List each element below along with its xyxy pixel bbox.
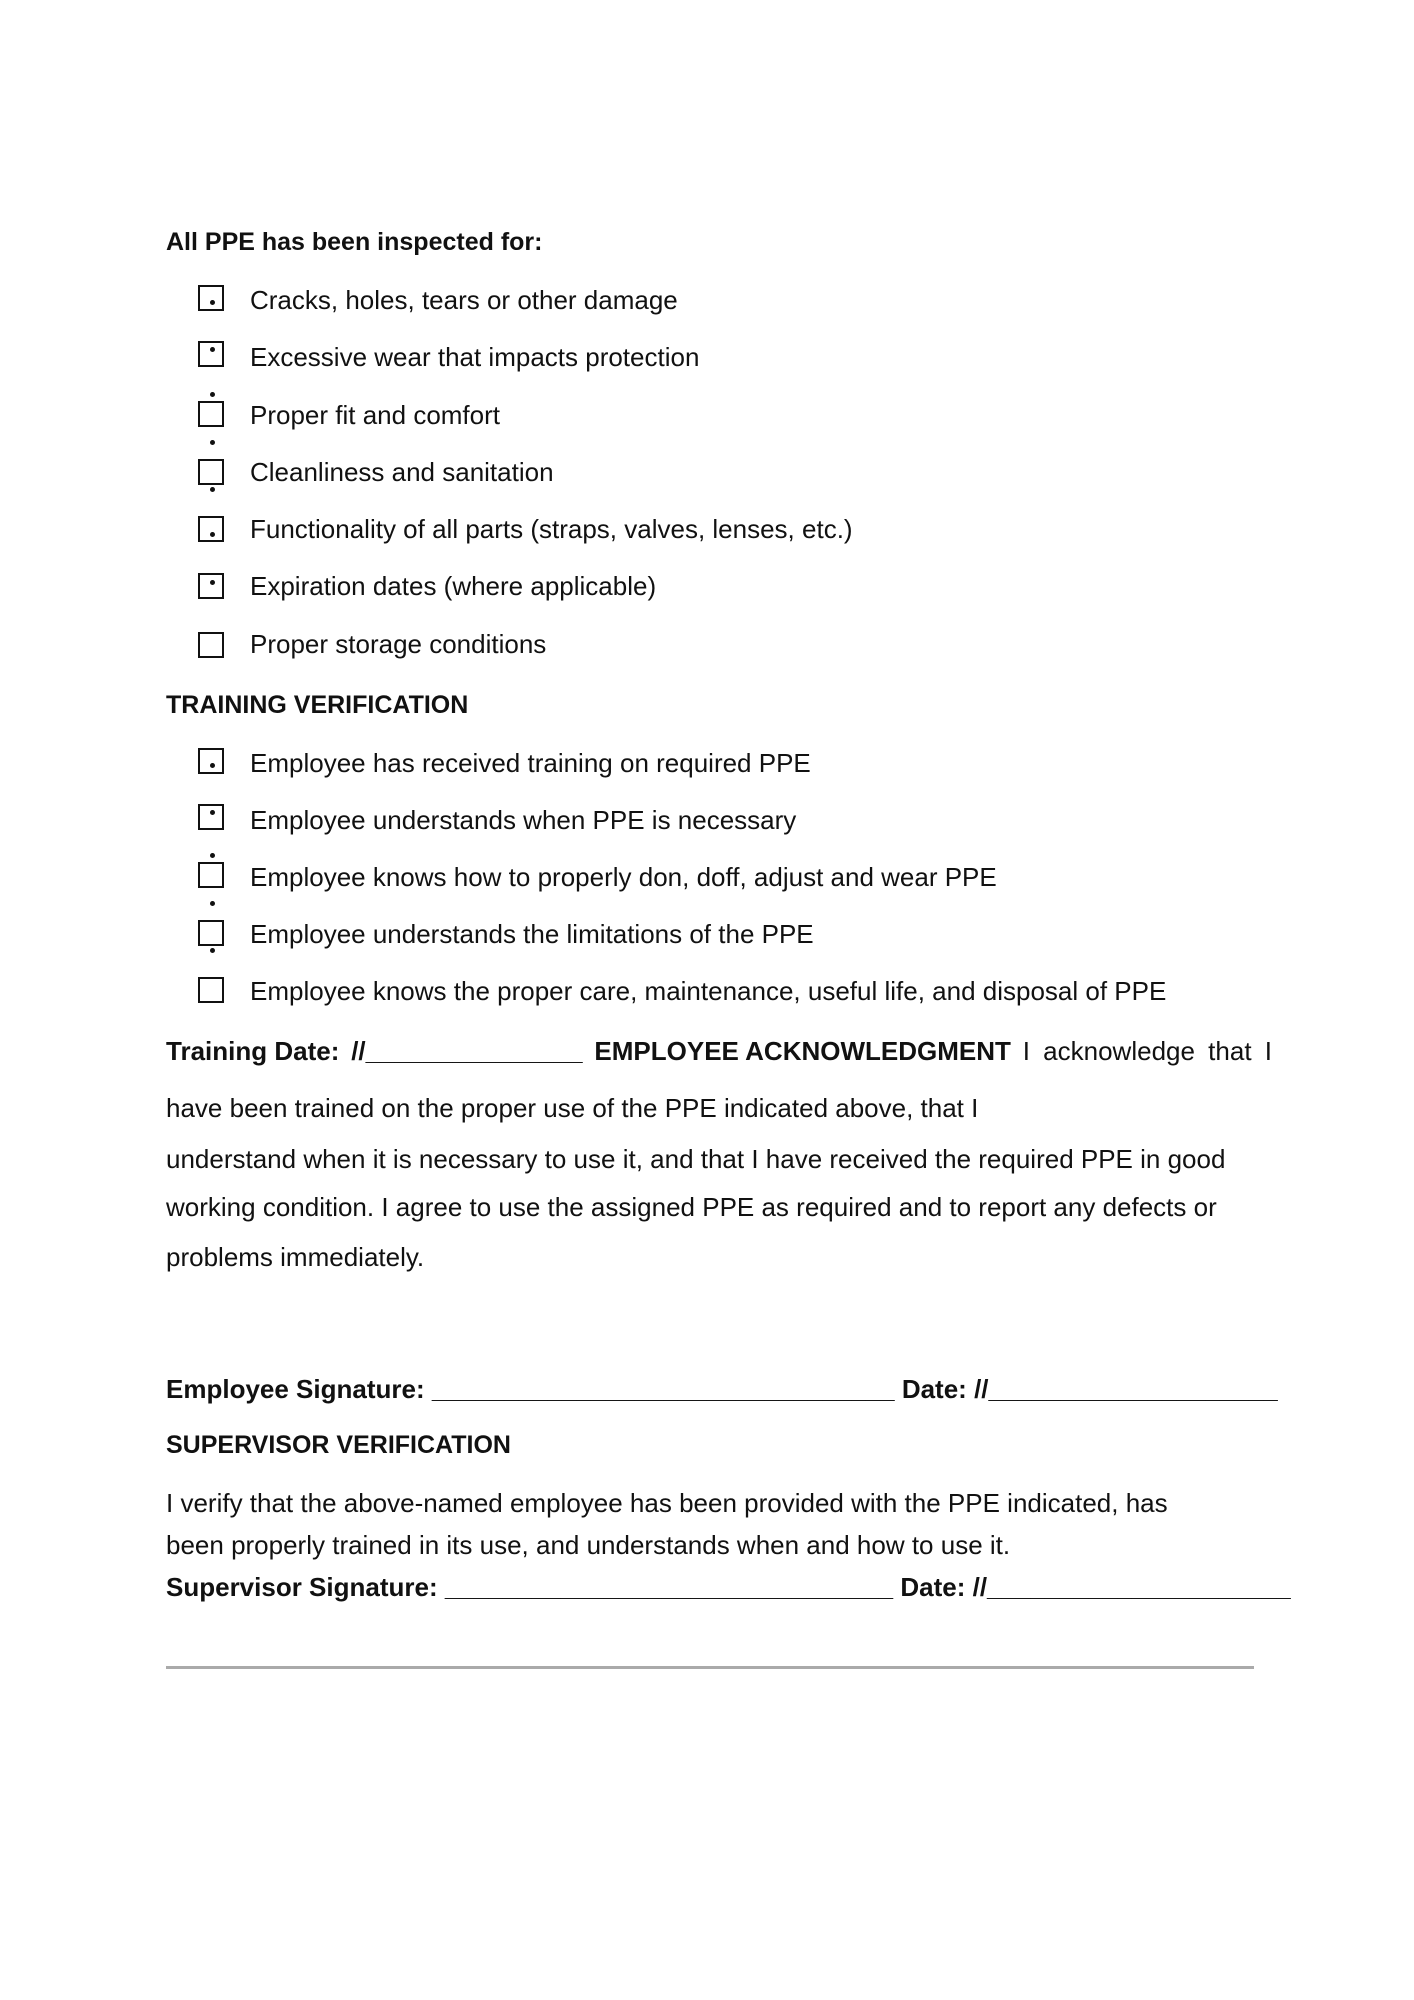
supervisor-line2: been properly trained in its use, and understands when and how to use it. [166,1530,1011,1560]
bullet-dot [210,440,215,445]
supervisor-signature-label: Supervisor Signature: [166,1572,438,1602]
bullet-dot [210,901,215,906]
checkbox-care[interactable] [198,977,224,1003]
employee-date-field[interactable]: //____________________ [974,1374,1278,1404]
inspection-item-functionality: Functionality of all parts (straps, valves, lenses, etc.) [250,514,853,544]
supervisor-line1: I verify that the above-named employee has been provided with the PPE indicated, has [166,1488,1168,1518]
training-item-received: Employee has received training on required PPE [250,748,811,778]
employee-signature-label: Employee Signature: [166,1374,425,1404]
bullet-dot [210,763,215,768]
checkbox-cleanliness[interactable] [198,459,224,485]
checkbox-fit[interactable] [198,401,224,427]
acknowledgment-line1-tail: I acknowledge that I [1022,1036,1272,1066]
checkbox-cracks[interactable] [198,285,224,311]
checkbox-functionality[interactable] [198,516,224,542]
employee-signature-row [166,1374,1278,1405]
bullet-dot [210,532,215,537]
training-date-line [166,1036,1272,1067]
checkbox-expiration[interactable] [198,573,224,599]
bullet-dot [210,948,215,953]
bullet-dot [210,810,215,815]
checkbox-wear[interactable] [198,341,224,367]
checkbox-don-doff[interactable] [198,862,224,888]
training-heading: TRAINING VERIFICATION [166,691,469,719]
employee-date-label: Date: [901,1374,967,1404]
acknowledgment-line2: have been trained on the proper use of the PPE indicated above, that I [166,1093,979,1123]
inspection-item-storage: Proper storage conditions [250,629,547,659]
checkbox-understands-when[interactable] [198,804,224,830]
bullet-dot [210,580,215,585]
inspection-item-expiration: Expiration dates (where applicable) [250,571,657,601]
acknowledgment-line4: working condition. I agree to use the assigned PPE as required and to report any defects or [166,1192,1217,1222]
inspection-item-wear: Excessive wear that impacts protection [250,342,700,372]
bullet-dot [210,300,215,305]
training-date-label: Training Date: [166,1036,340,1066]
inspection-item-cleanliness: Cleanliness and sanitation [250,457,554,487]
inspection-item-cracks: Cracks, holes, tears or other damage [250,285,678,315]
supervisor-signature-row [166,1572,1291,1603]
horizontal-rule [166,1666,1254,1669]
training-item-limitations: Employee understands the limitations of the PPE [250,919,814,949]
training-item-care: Employee knows the proper care, maintenance, useful life, and disposal of PPE [250,976,1167,1006]
acknowledgment-heading: EMPLOYEE ACKNOWLEDGMENT [594,1036,1011,1066]
checkbox-limitations[interactable] [198,920,224,946]
employee-signature-field[interactable]: ________________________________ [431,1374,895,1404]
supervisor-date-label: Date: [900,1572,966,1602]
bullet-dot [210,487,215,492]
acknowledgment-line5: problems immediately. [166,1242,425,1272]
supervisor-signature-field[interactable]: _______________________________ [444,1572,894,1602]
checkbox-received-training[interactable] [198,748,224,774]
bullet-dot [210,392,215,397]
training-item-don-doff: Employee knows how to properly don, doff, adjust and wear PPE [250,862,997,892]
supervisor-date-field[interactable]: //_____________________ [972,1572,1291,1602]
training-date-field[interactable]: //_______________ [351,1036,583,1066]
bullet-dot [210,853,215,858]
acknowledgment-line3: understand when it is necessary to use it, and that I have received the required PPE in good [166,1144,1226,1174]
supervisor-heading: SUPERVISOR VERIFICATION [166,1431,511,1459]
checkbox-storage[interactable] [198,632,224,658]
inspection-item-fit: Proper fit and comfort [250,400,500,430]
inspection-heading: All PPE has been inspected for: [166,228,543,256]
training-item-when: Employee understands when PPE is necessary [250,805,797,835]
bullet-dot [210,347,215,352]
